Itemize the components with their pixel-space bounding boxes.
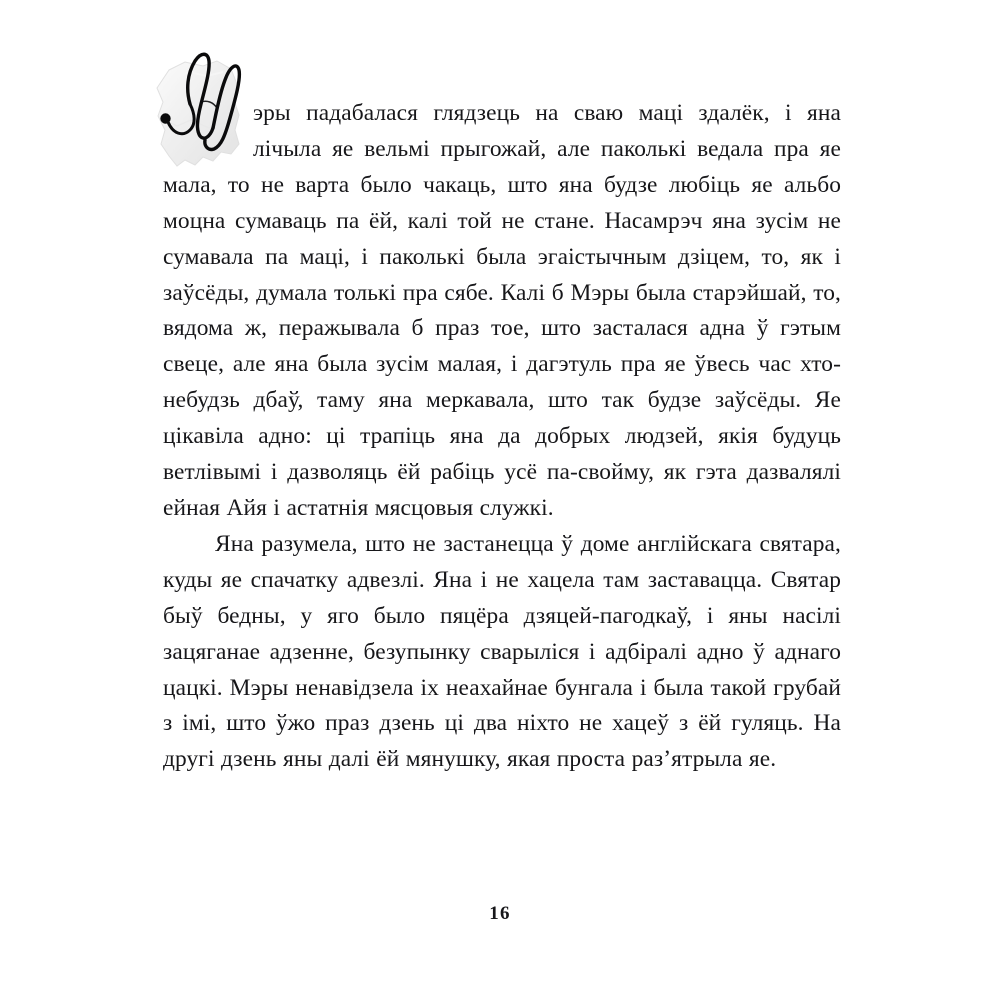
drop-cap <box>151 60 249 146</box>
paragraph-2 <box>163 527 841 778</box>
page-text-block <box>163 96 841 778</box>
page-number: 16 <box>489 903 511 924</box>
paragraph-1-text: эры падабалася глядзець на сваю маці здалёк, і яна лічыла яе вельмі прыгожай, але паколькі ведала пра яе мала, то не варта было чакаць, што яна будзе любіць яе альбо моцна сумаваць па ёй, калі той не стане. Насамрэч яна зусім не сумавала па маці, і паколькі была эгаістычным дзіцем, то, як і заўсёды, думала толькі пра сябе. Калі б Мэры была старэйшай, то, вядома ж, перажывала б праз тое, што засталася адна ў гэтым свеце, але яна была зусім малая, і дагэтуль пра яе ўвесь час хто-небудзь дбаў, таму яна меркавала, што так будзе заўсёды. Яе цікавіла адно: ці трапіць яна да добрых людзей, якія будуць ветлівымі і дазволяць ёй рабіць усё па-свойму, як гэта дазвалялі ейная Айя і астатнія мясцовыя служкі. <box>163 100 841 521</box>
drop-cap-letter-m <box>155 44 251 156</box>
paragraph-1 <box>163 96 841 527</box>
paragraph-2-text: Яна разумела, што не застанецца ў доме англійскага святара, куды яе спачатку адвезлі. Яна і не хацела там заставацца. Святар быў бедны, у яго было пяцёра дзяцей-пагодкаў, і яны насілі зацяганае адзенне, безупынку сварыліся і адбіралі адно ў аднаго цацкі. Мэры ненавідзела іх неахайнае бунгала і была такой грубай з імі, што ўжо праз дзень ці два ніхто не хацеў з ёй гуляць. На другі дзень яны далі ёй мянушку, якая проста раз’ятрыла яе. <box>163 530 841 773</box>
